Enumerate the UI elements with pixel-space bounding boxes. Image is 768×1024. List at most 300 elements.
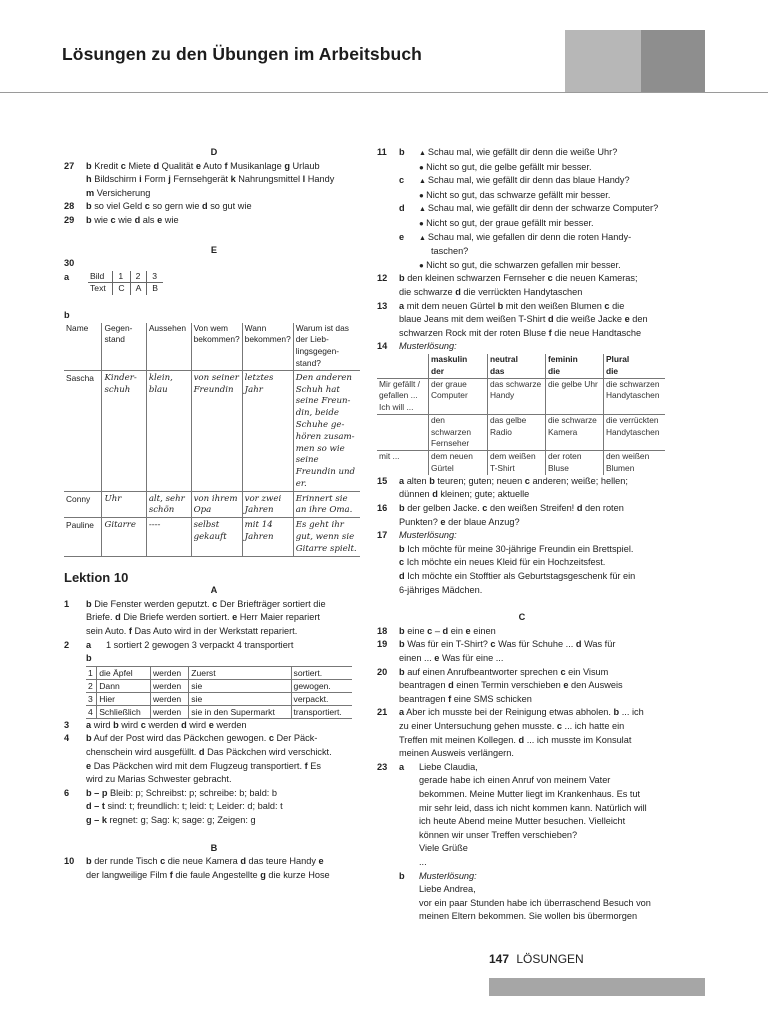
- table-cell: transportiert.: [291, 705, 352, 718]
- answer-text: Nicht so gut, der graue gefällt mir besser.: [426, 217, 594, 228]
- table-cell: 1: [86, 666, 97, 679]
- table-cell: dem weißen T-Shirt: [487, 451, 545, 475]
- answer-text: [399, 272, 667, 286]
- answer-text: [399, 666, 667, 680]
- exercise-number: 11: [377, 147, 387, 157]
- table-cell: gewogen.: [291, 679, 352, 692]
- table-cell: letztes Jahr: [242, 370, 293, 491]
- answer-key: i: [139, 174, 142, 185]
- answer-text: [86, 214, 364, 228]
- table-cell: sie: [189, 692, 291, 705]
- answer-value: Ich möchte für meine 30-jährige Freundin ein Brettspiel.: [407, 543, 634, 554]
- answer-value: wird: [93, 719, 111, 730]
- section-heading-a: A: [210, 585, 218, 596]
- exercise-23: [377, 761, 667, 924]
- table-cell: mit 14 Jahren: [242, 518, 293, 556]
- table-cell: Pauline: [64, 518, 102, 556]
- answer-key: e: [318, 856, 324, 867]
- exercise-number: 1: [64, 598, 70, 609]
- header-gender: maskulin: [430, 353, 468, 364]
- table-cell: den schwarzen Fernseher: [428, 414, 487, 450]
- answer-text: [86, 611, 364, 625]
- answer-value: schwarzen Rock mit der roten Bluse: [399, 327, 547, 338]
- answer-line: [377, 313, 667, 327]
- answer-value: der blaue Anzug?: [448, 516, 520, 527]
- exercise-number: 3: [64, 719, 70, 730]
- bullet-icon: ●: [419, 218, 427, 228]
- answer-value: anderen; weiße; hellen;: [532, 475, 628, 486]
- answer-key: e: [195, 160, 202, 171]
- answer-line: [64, 760, 364, 774]
- answer-value: Musikanlage: [230, 160, 282, 171]
- table-cell: verpackt.: [291, 692, 352, 705]
- answer-value: die faule Angestellte: [175, 869, 258, 880]
- footer-decor-bar: [489, 978, 705, 996]
- exercise-number: 27: [64, 160, 75, 171]
- answer-text: [399, 327, 667, 341]
- answer-value: Die Fenster werden geputzt.: [94, 598, 210, 609]
- header-decor-dark: [641, 30, 705, 93]
- exercise-number: 17: [377, 530, 388, 541]
- table-row: [377, 378, 665, 414]
- table-cell: die verrückten Handytaschen: [603, 414, 665, 450]
- answer-key: e: [434, 653, 440, 663]
- table-header-cell: Name: [64, 323, 102, 371]
- exercise-14: [377, 340, 667, 475]
- answer-value: Herr Maier repariert: [239, 612, 320, 623]
- right-column: [377, 146, 667, 924]
- answer-value: ... ich: [621, 707, 644, 718]
- exercise-number: [64, 746, 86, 760]
- table-cell: C: [113, 283, 130, 295]
- letter-line: mir sehr leid, dass ich nicht kommen kann. Natürlich will: [419, 802, 647, 813]
- answer-value: auf einen Anrufbeantworter sprechen: [407, 666, 558, 677]
- letter-line: bekommen. Meine Mutter liegt im Krankenhaus. Es tut: [419, 788, 641, 799]
- answer-key: f: [128, 626, 132, 637]
- answer-line: [377, 638, 667, 652]
- sample-solution-label: Musterlösung:: [399, 530, 457, 541]
- answer-text: Nicht so gut, die schwarzen gefallen mir besser.: [426, 259, 621, 270]
- exercise-number: [377, 231, 399, 273]
- answer-key: b: [86, 733, 92, 744]
- exercise-number: [377, 652, 399, 666]
- answer-line: [377, 286, 667, 300]
- page-title: Lösungen zu den Übungen im Arbeitsbuch: [62, 44, 422, 64]
- sample-solution-label: Musterlösung:: [419, 870, 477, 881]
- answer-line: [377, 300, 667, 314]
- table-header-cell: [377, 354, 428, 378]
- answer-key: e: [440, 516, 446, 527]
- exercise-14-table: [377, 354, 665, 475]
- answer-line: [377, 502, 667, 516]
- answer-text: [413, 231, 667, 273]
- table-row: [88, 271, 163, 283]
- answer-key: d: [240, 856, 246, 867]
- answer-key: d: [153, 160, 160, 171]
- answer-text: [399, 286, 667, 300]
- exercise-16: [377, 502, 667, 529]
- answer-key: e: [563, 680, 569, 691]
- answer-value: Bildschirm: [94, 174, 137, 185]
- answer-value: so gut wie: [210, 201, 252, 212]
- exercise-27: [64, 160, 364, 201]
- exercise-15: [377, 475, 667, 502]
- table-cell: die schwarze Kamera: [545, 414, 603, 450]
- answer-value: Versicherung: [96, 187, 151, 198]
- letter-line: Viele Grüße: [419, 843, 468, 854]
- table-header-cell: [487, 354, 545, 378]
- answer-value: alten: [406, 475, 427, 486]
- answer-text: [399, 706, 667, 720]
- table-cell: der graue Computer: [428, 378, 487, 414]
- answer-key: c: [560, 666, 566, 677]
- sample-solution-label: Musterlösung:: [399, 341, 457, 352]
- answer-key: d: [575, 639, 582, 650]
- table-header-cell: Aussehen: [146, 323, 191, 371]
- answer-key: d: [198, 747, 205, 758]
- answer-line: [377, 327, 667, 341]
- table-row: [377, 451, 665, 475]
- sub-label: d: [399, 203, 405, 214]
- exercise-3: [64, 719, 364, 733]
- sub-label: b: [86, 653, 92, 664]
- answer-key: l: [302, 174, 306, 185]
- answer-value: wird: [189, 719, 207, 730]
- answer-key: c: [268, 733, 274, 744]
- letter-line: gerade habe ich einen Anruf von meinem Vater: [419, 775, 611, 786]
- answer-value: Qualität: [161, 160, 194, 171]
- table-header-cell: [603, 354, 665, 378]
- answer-text: [399, 693, 667, 707]
- answer-line: [64, 214, 364, 228]
- answer-value: so gern wie: [152, 201, 200, 212]
- bullet-icon: ●: [419, 190, 427, 200]
- answer-key: b: [429, 475, 435, 486]
- answer-key: g: [284, 160, 290, 171]
- answer-line: [377, 747, 667, 761]
- exercise-number: [64, 611, 86, 625]
- exercise-30: [64, 257, 364, 557]
- answer-line: [377, 679, 667, 693]
- table-header-cell: [428, 354, 487, 378]
- table-row: [64, 370, 360, 491]
- answer-value: so viel Geld: [94, 201, 143, 212]
- answer-value: Ich möchte ein neues Kleid für ein Hochzeitsfest.: [406, 557, 606, 568]
- exercise-2a-text: 1 sortiert 2 gewogen 3 verpackt 4 transportiert: [106, 639, 294, 650]
- answer-value: dünnen: [399, 489, 430, 500]
- bullet-icon: ●: [419, 260, 427, 270]
- answer-value: den Ausweis: [571, 680, 623, 691]
- answer-key: d: [181, 719, 187, 730]
- answer-line: [64, 855, 364, 869]
- answer-value: sein Auto.: [86, 626, 127, 637]
- header-gender: neutral: [489, 353, 518, 364]
- answer-key: h: [86, 174, 92, 185]
- triangle-icon: ▲: [419, 206, 428, 214]
- answer-text: [413, 146, 667, 174]
- answer-text: [399, 570, 667, 584]
- answer-text: [399, 747, 667, 761]
- exercise-number: [64, 625, 86, 639]
- answer-key: b: [86, 214, 92, 225]
- answer-text: [399, 502, 667, 516]
- table-cell: Gitarre: [102, 518, 146, 556]
- triangle-icon: ▲: [419, 178, 428, 186]
- answer-line: [377, 570, 667, 584]
- answer-value: Was für eine ...: [441, 653, 504, 663]
- answer-key: j: [168, 174, 171, 185]
- answer-value: die verrückten Handytaschen: [463, 286, 583, 297]
- answer-text: [86, 719, 364, 733]
- exercise-number: 20: [377, 666, 388, 677]
- answer-value: wie: [118, 214, 133, 225]
- exercise-number: 30: [64, 258, 75, 269]
- table-cell: Mir gefällt / gefallen ... Ich will ...: [379, 378, 420, 413]
- answer-text: [86, 855, 364, 869]
- table-cell: das schwarze Handy: [487, 378, 545, 414]
- answer-value: der runde Tisch: [94, 856, 158, 867]
- answer-line: [377, 625, 667, 639]
- table-cell: Dann: [97, 679, 151, 692]
- table-header-cell: Warum ist das der Lieb-lingsgegen-stand?: [293, 323, 360, 371]
- answer-text: [399, 734, 667, 748]
- answer-line: [64, 814, 364, 828]
- answer-value: den roten: [585, 503, 624, 514]
- answer-key: b: [86, 160, 92, 171]
- answer-value: einen Termin verschieben: [456, 680, 561, 691]
- table-header-row: [64, 323, 360, 371]
- answer-line: [64, 625, 364, 639]
- answer-key: d: [399, 571, 405, 582]
- answer-value: Briefe.: [86, 612, 113, 623]
- answer-key: c: [547, 273, 553, 284]
- answer-value: die: [612, 300, 625, 311]
- table-cell: die Äpfel: [97, 666, 151, 679]
- answer-value: meinen Ausweis verlängern.: [399, 748, 514, 759]
- sub-label: b: [64, 309, 70, 320]
- left-column: [64, 146, 364, 882]
- exercise-number: 16: [377, 503, 388, 514]
- answer-key: f: [224, 160, 228, 171]
- exercise-21: [377, 706, 667, 760]
- answer-value: beantragen: [399, 693, 446, 704]
- answer-key: b: [86, 856, 92, 867]
- answer-text: [86, 746, 364, 760]
- answer-key: c: [427, 625, 433, 636]
- answer-value: Es: [310, 760, 321, 771]
- table-cell: A: [130, 283, 147, 295]
- answer-key: b: [86, 201, 92, 212]
- table-cell: [377, 414, 428, 450]
- answer-key: d: [134, 214, 141, 225]
- answer-key: e: [465, 625, 471, 636]
- header-article: die: [547, 365, 561, 376]
- answer-key: b: [613, 707, 620, 718]
- answer-key: b: [399, 543, 405, 554]
- answer-key: a: [399, 707, 405, 718]
- question-text: Schau mal, wie gefällt dir denn der schwarze Computer?: [427, 203, 659, 214]
- answer-value: Form: [144, 174, 166, 185]
- exercise-2b-table: [86, 666, 352, 719]
- answer-key: g: [260, 869, 266, 880]
- letter-line: ich heute Abend meine Mutter besuchen. Vielleicht: [419, 816, 626, 827]
- triangle-icon: ▲: [419, 234, 428, 242]
- answer-line: [64, 200, 364, 214]
- table-cell: von ihrem Opa: [191, 491, 242, 518]
- spacer: [377, 570, 399, 584]
- answer-text: [86, 200, 364, 214]
- answer-value: die neue Handtasche: [554, 327, 642, 338]
- answer-key: b: [113, 719, 119, 730]
- answer-key: b: [399, 503, 405, 514]
- answer-value: Das Auto wird in der Werkstatt repariert.: [134, 626, 298, 637]
- answer-key: c: [556, 720, 562, 731]
- table-cell: Uhr: [102, 491, 146, 518]
- spacer: [377, 584, 399, 598]
- answer-text: [86, 773, 364, 787]
- section-heading-d: D: [210, 147, 218, 157]
- answer-value: den weißen Streifen!: [489, 503, 575, 514]
- answer-key: c: [120, 160, 126, 171]
- answer-value: die weiße Jacke: [556, 314, 623, 325]
- exercise-number: 19: [377, 639, 388, 650]
- answer-text: [399, 584, 667, 598]
- table-row: [86, 692, 352, 705]
- table-row: [86, 705, 352, 718]
- table-cell: den weißen Blumen: [603, 451, 665, 475]
- answer-value: Das Päckchen wird verschickt.: [207, 747, 332, 758]
- exercise-number: 18: [377, 625, 388, 636]
- answer-value: Der Briefträger sortiert die: [219, 598, 326, 609]
- answer-key: e: [86, 760, 92, 771]
- table-cell: Schließlich: [97, 705, 151, 718]
- exercise-11: [377, 146, 667, 272]
- answer-value: chenschein wird ausgefüllt.: [86, 747, 197, 758]
- answer-value: als: [142, 214, 155, 225]
- answer-key: a: [399, 475, 405, 486]
- answer-value: Was für ein T-Shirt?: [407, 639, 488, 650]
- exercise-number: [377, 679, 399, 693]
- answer-key: f: [304, 760, 308, 771]
- exercise-number: 12: [377, 273, 388, 284]
- answer-key: f: [448, 693, 452, 704]
- answer-value: eine: [407, 625, 425, 636]
- table-cell: alt, sehr schön: [146, 491, 191, 518]
- answer-value: zu einer Untersuchung gehen musste.: [399, 720, 555, 731]
- answer-line: [64, 800, 364, 814]
- spacer: [377, 556, 399, 570]
- answer-text: [86, 732, 364, 746]
- answer-key: e: [157, 214, 163, 225]
- table-cell: mit ...: [377, 451, 428, 475]
- answer-value: regnet: g; Sag: k; sage: g; Zeigen: g: [109, 814, 256, 825]
- letter-line: Liebe Andrea,: [419, 884, 476, 895]
- answer-value: blaue Jeans mit dem weißen T-Shirt: [399, 314, 546, 325]
- table-cell: der roten Bluse: [545, 451, 603, 475]
- answer-line: [64, 160, 364, 201]
- table-row: [377, 414, 665, 450]
- answer-key: d: [518, 734, 525, 745]
- answer-key: a: [86, 719, 92, 730]
- exercise-number: [377, 720, 399, 734]
- answer-value: kleinen; gute; aktuelle: [440, 489, 530, 500]
- answer-value: wird zu Marias Schwester gebracht.: [86, 774, 232, 785]
- exercise-2: [64, 639, 364, 719]
- answer-line: [64, 611, 364, 625]
- answer-value: Urlaub: [292, 160, 320, 171]
- table-cell: von seiner Freundin: [191, 370, 242, 491]
- exercise-18: [377, 625, 667, 639]
- header-article: der: [430, 365, 445, 376]
- question-text: Schau mal, wie gefallen dir denn die roten Handy-: [427, 231, 632, 242]
- table-cell: Conny: [64, 491, 102, 518]
- table-cell: die schwarzen Handytaschen: [603, 378, 665, 414]
- answer-key: d: [455, 286, 461, 297]
- page-number: 147: [489, 952, 510, 966]
- answer-text: [86, 814, 364, 828]
- answer-line: [377, 584, 667, 598]
- answer-value: Kredit: [94, 160, 119, 171]
- table-cell: Text: [90, 283, 106, 294]
- table-cell: werden: [150, 679, 188, 692]
- answer-value: Bleib: p; Schreibst: p; schreibe: b; bald: b: [110, 787, 278, 798]
- answer-text: [86, 598, 364, 612]
- table-cell: die gelbe Uhr: [545, 378, 603, 414]
- header-article: die: [605, 365, 619, 376]
- exercise-30a-table: [88, 271, 163, 295]
- answer-key: b: [399, 273, 405, 284]
- answer-key: d – t: [86, 801, 105, 812]
- table-cell: 1: [113, 271, 130, 283]
- answer-line: [64, 719, 364, 733]
- answer-line: [377, 693, 667, 707]
- answer-key: b: [497, 300, 504, 311]
- lesson-heading: Lektion 10: [64, 569, 129, 585]
- answer-line: [377, 706, 667, 720]
- table-row: [86, 679, 352, 692]
- letter-line: Liebe Claudia,: [419, 761, 478, 772]
- answer-line: [377, 488, 667, 502]
- answer-text: [86, 625, 364, 639]
- spacer: [377, 543, 399, 557]
- answer-key: c: [110, 214, 116, 225]
- answer-value: Was für Schuhe ...: [498, 639, 574, 650]
- exercise-number: [64, 869, 86, 883]
- section-heading-b: B: [210, 842, 218, 853]
- answer-key: c: [604, 300, 610, 311]
- answer-text: [86, 800, 364, 814]
- answer-value: Aber ich musste bei der Reinigung etwas abholen.: [406, 707, 611, 718]
- answer-value: Die Briefe werden sortiert.: [123, 612, 230, 623]
- table-header-cell: Von wem bekommen?: [191, 323, 242, 371]
- answer-key: b: [86, 598, 92, 609]
- answer-text: Nicht so gut, das schwarze gefällt mir besser.: [426, 189, 611, 200]
- exercise-17: [377, 529, 667, 597]
- answer-key: c: [144, 201, 150, 212]
- answer-key: b – p: [86, 787, 108, 798]
- table-cell: ----: [146, 518, 191, 556]
- answer-key: m: [86, 187, 95, 198]
- exercise-number: [64, 800, 86, 814]
- header-divider: [0, 92, 768, 93]
- answer-line: [377, 720, 667, 734]
- table-header-cell: Wann bekommen?: [242, 323, 293, 371]
- table-cell: Bild: [88, 271, 113, 283]
- answer-key: c: [399, 557, 405, 568]
- exercise-30b-table: [64, 323, 360, 557]
- footer-label: LÖSUNGEN: [516, 952, 584, 966]
- exercise-28: [64, 200, 364, 214]
